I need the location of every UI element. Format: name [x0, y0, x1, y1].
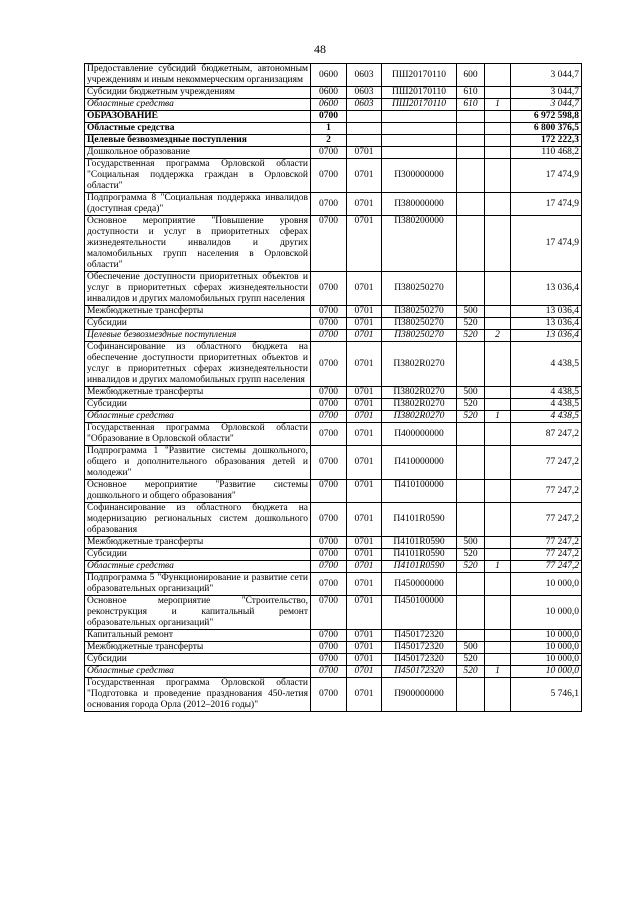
- row-section-code: 0700: [311, 318, 347, 330]
- row-target-article: П410000000: [382, 446, 457, 480]
- row-expense-type: 500: [457, 387, 485, 399]
- row-name: Капитальный ремонт: [85, 630, 311, 642]
- row-name: Государственная программа Орловской области "Образование в Орловской области": [85, 423, 311, 446]
- table-row: [85, 654, 582, 666]
- row-section-code: 0700: [311, 654, 347, 666]
- row-section-code: 0700: [311, 573, 347, 596]
- row-name: Областные средства: [85, 666, 311, 678]
- row-funding-source: [485, 387, 511, 399]
- table-row: [85, 318, 582, 330]
- table-row: [85, 573, 582, 596]
- row-section-code: 0700: [311, 147, 347, 159]
- row-subsection-code: 0701: [347, 537, 382, 549]
- row-section-code: 0700: [311, 630, 347, 642]
- row-amount: 3 044,7: [511, 64, 582, 87]
- row-amount: 10 000,0: [511, 573, 582, 596]
- row-funding-source: [485, 147, 511, 159]
- row-name: Подпрограмма 1 "Развитие системы дошкольного, общего и дополнительного образования детей и молодежи": [85, 446, 311, 480]
- row-target-article: П450000000: [382, 573, 457, 596]
- row-section-code: 0700: [311, 561, 347, 573]
- row-subsection-code: 0603: [347, 64, 382, 87]
- row-subsection-code: [347, 111, 382, 123]
- row-section-code: 0700: [311, 306, 347, 318]
- row-expense-type: [457, 159, 485, 193]
- row-funding-source: 1: [485, 666, 511, 678]
- row-section-code: 1: [311, 123, 347, 135]
- row-expense-type: [457, 446, 485, 480]
- row-expense-type: 500: [457, 642, 485, 654]
- row-amount: 10 000,0: [511, 630, 582, 642]
- row-subsection-code: 0701: [347, 411, 382, 423]
- row-amount: 87 247,2: [511, 423, 582, 446]
- row-target-article: П410100000: [382, 480, 457, 503]
- row-amount: 13 036,4: [511, 330, 582, 342]
- table-row: [85, 147, 582, 159]
- table-row: [85, 111, 582, 123]
- row-funding-source: [485, 123, 511, 135]
- row-expense-type: 520: [457, 330, 485, 342]
- row-target-article: П400000000: [382, 423, 457, 446]
- row-expense-type: [457, 480, 485, 503]
- row-name: Межбюджетные трансферты: [85, 387, 311, 399]
- row-funding-source: [485, 630, 511, 642]
- table-row: [85, 630, 582, 642]
- row-amount: 77 247,2: [511, 480, 582, 503]
- table-row: [85, 678, 582, 712]
- row-section-code: 0700: [311, 159, 347, 193]
- row-amount: 10 000,0: [511, 642, 582, 654]
- table-row: [85, 99, 582, 111]
- row-amount: 13 036,4: [511, 318, 582, 330]
- row-expense-type: [457, 147, 485, 159]
- row-amount: 6 800 376,5: [511, 123, 582, 135]
- row-subsection-code: 0701: [347, 159, 382, 193]
- row-name: ОБРАЗОВАНИЕ: [85, 111, 311, 123]
- row-section-code: 0700: [311, 446, 347, 480]
- row-amount: 6 972 598,8: [511, 111, 582, 123]
- row-section-code: 0700: [311, 387, 347, 399]
- row-amount: 4 438,5: [511, 411, 582, 423]
- row-target-article: П3802R0270: [382, 411, 457, 423]
- row-amount: 172 222,3: [511, 135, 582, 147]
- row-expense-type: [457, 216, 485, 272]
- row-subsection-code: 0701: [347, 654, 382, 666]
- row-expense-type: [457, 596, 485, 630]
- row-subsection-code: 0701: [347, 330, 382, 342]
- table-row: [85, 193, 582, 216]
- row-amount: 4 438,5: [511, 342, 582, 387]
- row-name: Межбюджетные трансферты: [85, 642, 311, 654]
- row-target-article: ПШ20170110: [382, 99, 457, 111]
- row-section-code: 0700: [311, 111, 347, 123]
- row-section-code: 0600: [311, 87, 347, 99]
- row-subsection-code: 0603: [347, 87, 382, 99]
- table-row: [85, 537, 582, 549]
- row-subsection-code: 0701: [347, 480, 382, 503]
- row-target-article: П450172320: [382, 666, 457, 678]
- row-name: Обеспечение доступности приоритетных объектов и услуг в приоритетных сферах жизнедеятельности инвалидов и других маломобильных групп населения: [85, 272, 311, 306]
- row-subsection-code: 0701: [347, 549, 382, 561]
- row-funding-source: [485, 446, 511, 480]
- row-section-code: 0700: [311, 642, 347, 654]
- row-target-article: [382, 111, 457, 123]
- row-amount: 3 044,7: [511, 87, 582, 99]
- row-subsection-code: [347, 123, 382, 135]
- row-amount: 5 746,1: [511, 678, 582, 712]
- row-amount: 110 468,2: [511, 147, 582, 159]
- row-expense-type: [457, 135, 485, 147]
- row-expense-type: [457, 678, 485, 712]
- row-amount: 13 036,4: [511, 272, 582, 306]
- row-funding-source: 1: [485, 561, 511, 573]
- row-target-article: П380250270: [382, 330, 457, 342]
- table-row: [85, 446, 582, 480]
- table-row: [85, 135, 582, 147]
- row-name: Субсидии: [85, 318, 311, 330]
- table-row: [85, 64, 582, 87]
- row-name: Подпрограмма 5 "Функционирование и развитие сети образовательных организаций": [85, 573, 311, 596]
- row-name: Межбюджетные трансферты: [85, 306, 311, 318]
- row-name: Целевые безвозмездные поступления: [85, 330, 311, 342]
- row-expense-type: 520: [457, 549, 485, 561]
- row-name: Субсидии: [85, 549, 311, 561]
- row-funding-source: [485, 216, 511, 272]
- row-target-article: П4101R0590: [382, 537, 457, 549]
- row-subsection-code: 0701: [347, 446, 382, 480]
- row-funding-source: [485, 87, 511, 99]
- row-expense-type: 600: [457, 64, 485, 87]
- row-expense-type: 500: [457, 306, 485, 318]
- row-amount: 77 247,2: [511, 537, 582, 549]
- row-funding-source: [485, 537, 511, 549]
- row-funding-source: [485, 549, 511, 561]
- row-section-code: 0600: [311, 99, 347, 111]
- row-funding-source: [485, 654, 511, 666]
- row-funding-source: [485, 503, 511, 537]
- row-expense-type: 520: [457, 654, 485, 666]
- table-row: [85, 411, 582, 423]
- row-amount: 10 000,0: [511, 596, 582, 630]
- row-target-article: П380250270: [382, 318, 457, 330]
- row-section-code: 0700: [311, 216, 347, 272]
- table-row: [85, 666, 582, 678]
- row-funding-source: [485, 135, 511, 147]
- row-amount: 77 247,2: [511, 503, 582, 537]
- row-amount: 77 247,2: [511, 561, 582, 573]
- row-target-article: [382, 123, 457, 135]
- row-funding-source: [485, 306, 511, 318]
- row-section-code: 0700: [311, 272, 347, 306]
- row-name: Областные средства: [85, 123, 311, 135]
- row-subsection-code: 0701: [347, 193, 382, 216]
- row-subsection-code: 0701: [347, 503, 382, 537]
- budget-table: [84, 63, 582, 712]
- row-funding-source: [485, 64, 511, 87]
- row-target-article: П380000000: [382, 193, 457, 216]
- row-section-code: 0700: [311, 342, 347, 387]
- row-funding-source: [485, 399, 511, 411]
- row-amount: 13 036,4: [511, 306, 582, 318]
- row-expense-type: [457, 503, 485, 537]
- table-row: [85, 503, 582, 537]
- row-expense-type: [457, 423, 485, 446]
- row-subsection-code: 0603: [347, 99, 382, 111]
- row-section-code: 0700: [311, 678, 347, 712]
- table-row: [85, 642, 582, 654]
- row-target-article: П900000000: [382, 678, 457, 712]
- row-funding-source: [485, 159, 511, 193]
- table-row: [85, 596, 582, 630]
- row-target-article: П380250270: [382, 306, 457, 318]
- row-subsection-code: 0701: [347, 272, 382, 306]
- row-target-article: [382, 135, 457, 147]
- row-funding-source: [485, 480, 511, 503]
- row-funding-source: 2: [485, 330, 511, 342]
- row-section-code: 0700: [311, 503, 347, 537]
- row-funding-source: [485, 423, 511, 446]
- row-subsection-code: 0701: [347, 678, 382, 712]
- row-section-code: 0700: [311, 330, 347, 342]
- row-funding-source: [485, 318, 511, 330]
- table-row: [85, 423, 582, 446]
- row-subsection-code: 0701: [347, 306, 382, 318]
- row-name: Областные средства: [85, 561, 311, 573]
- table-row: [85, 272, 582, 306]
- row-target-article: П3802R0270: [382, 342, 457, 387]
- row-funding-source: 1: [485, 411, 511, 423]
- row-amount: 10 000,0: [511, 654, 582, 666]
- row-expense-type: 520: [457, 561, 485, 573]
- page-number: 48: [314, 42, 326, 56]
- row-name: Основное мероприятие "Развитие системы дошкольного и общего образования": [85, 480, 311, 503]
- table-row: [85, 306, 582, 318]
- row-target-article: ПШ20170110: [382, 87, 457, 99]
- row-target-article: [382, 147, 457, 159]
- row-target-article: П3802R0270: [382, 387, 457, 399]
- row-subsection-code: 0701: [347, 318, 382, 330]
- row-expense-type: [457, 630, 485, 642]
- table-row: [85, 561, 582, 573]
- row-expense-type: [457, 573, 485, 596]
- row-expense-type: 610: [457, 87, 485, 99]
- table-row: [85, 159, 582, 193]
- row-target-article: П4101R0590: [382, 561, 457, 573]
- row-expense-type: 520: [457, 399, 485, 411]
- row-section-code: 0700: [311, 399, 347, 411]
- row-name: Основное мероприятие "Строительство, реконструкция и капитальный ремонт образовательных организаций": [85, 596, 311, 630]
- row-funding-source: [485, 573, 511, 596]
- row-name: Государственная программа Орловской области "Социальная поддержка граждан в Орловской области": [85, 159, 311, 193]
- row-amount: 77 247,2: [511, 446, 582, 480]
- row-expense-type: [457, 123, 485, 135]
- row-section-code: 0700: [311, 193, 347, 216]
- row-funding-source: [485, 272, 511, 306]
- row-name: Государственная программа Орловской области "Подготовка и проведение празднования 450-летия основания города Орла (2012–2016 годы)": [85, 678, 311, 712]
- row-funding-source: [485, 642, 511, 654]
- row-expense-type: [457, 272, 485, 306]
- row-amount: 3 044,7: [511, 99, 582, 111]
- row-subsection-code: 0701: [347, 642, 382, 654]
- row-subsection-code: 0701: [347, 573, 382, 596]
- row-subsection-code: 0701: [347, 561, 382, 573]
- row-name: Субсидии: [85, 654, 311, 666]
- row-section-code: 0700: [311, 537, 347, 549]
- row-name: Субсидии бюджетным учреждениям: [85, 87, 311, 99]
- row-name: Целевые безвозмездные поступления: [85, 135, 311, 147]
- row-section-code: 0700: [311, 549, 347, 561]
- row-name: Софинансирование из областного бюджета на обеспечение доступности приоритетных объектов и услуг в приоритетных сферах жизнедеятельности инвалидов и других маломобильных групп населения: [85, 342, 311, 387]
- row-section-code: 0700: [311, 411, 347, 423]
- row-name: Дошкольное образование: [85, 147, 311, 159]
- table-row: [85, 123, 582, 135]
- table-row: [85, 549, 582, 561]
- row-target-article: ПШ20170110: [382, 64, 457, 87]
- row-expense-type: 500: [457, 537, 485, 549]
- row-amount: 4 438,5: [511, 399, 582, 411]
- row-amount: 17 474,9: [511, 193, 582, 216]
- row-target-article: П450100000: [382, 596, 457, 630]
- row-target-article: П4101R0590: [382, 549, 457, 561]
- row-name: Областные средства: [85, 411, 311, 423]
- row-target-article: П300000000: [382, 159, 457, 193]
- row-amount: 17 474,9: [511, 216, 582, 272]
- row-expense-type: [457, 111, 485, 123]
- row-funding-source: [485, 678, 511, 712]
- row-section-code: 2: [311, 135, 347, 147]
- row-funding-source: [485, 111, 511, 123]
- row-subsection-code: 0701: [347, 596, 382, 630]
- row-subsection-code: 0701: [347, 342, 382, 387]
- row-target-article: П380200000: [382, 216, 457, 272]
- row-subsection-code: 0701: [347, 147, 382, 159]
- table-row: [85, 216, 582, 272]
- table-row: [85, 387, 582, 399]
- row-target-article: П450172320: [382, 630, 457, 642]
- table-row: [85, 330, 582, 342]
- row-target-article: П450172320: [382, 654, 457, 666]
- row-name: Межбюджетные трансферты: [85, 537, 311, 549]
- row-subsection-code: 0701: [347, 423, 382, 446]
- row-section-code: 0600: [311, 64, 347, 87]
- row-subsection-code: [347, 135, 382, 147]
- row-target-article: П3802R0270: [382, 399, 457, 411]
- row-name: Субсидии: [85, 399, 311, 411]
- row-amount: 10 000,0: [511, 666, 582, 678]
- row-subsection-code: 0701: [347, 216, 382, 272]
- table-row: [85, 399, 582, 411]
- row-expense-type: 610: [457, 99, 485, 111]
- row-subsection-code: 0701: [347, 387, 382, 399]
- row-expense-type: 520: [457, 318, 485, 330]
- table-row: [85, 342, 582, 387]
- row-target-article: П4101R0590: [382, 503, 457, 537]
- row-section-code: 0700: [311, 423, 347, 446]
- row-target-article: П450172320: [382, 642, 457, 654]
- row-funding-source: [485, 193, 511, 216]
- row-amount: 17 474,9: [511, 159, 582, 193]
- row-section-code: 0700: [311, 480, 347, 503]
- row-name: Подпрограмма 8 "Социальная поддержка инвалидов (доступная среда)": [85, 193, 311, 216]
- row-funding-source: 1: [485, 99, 511, 111]
- table-row: [85, 87, 582, 99]
- row-expense-type: [457, 193, 485, 216]
- row-funding-source: [485, 342, 511, 387]
- row-expense-type: 520: [457, 411, 485, 423]
- row-subsection-code: 0701: [347, 399, 382, 411]
- row-subsection-code: 0701: [347, 630, 382, 642]
- row-section-code: 0700: [311, 666, 347, 678]
- row-name: Предоставление субсидий бюджетным, автономным учреждениям и иным некоммерческим организациям: [85, 64, 311, 87]
- row-expense-type: 520: [457, 666, 485, 678]
- row-name: Софинансирование из областного бюджета на модернизацию региональных систем дошкольного образования: [85, 503, 311, 537]
- table-row: [85, 480, 582, 503]
- row-amount: 4 438,5: [511, 387, 582, 399]
- row-name: Областные средства: [85, 99, 311, 111]
- row-name: Основное мероприятие "Повышение уровня доступности и услуг в приоритетных сферах жизнедеятельности инвалидов и других маломобильных групп населения в Орловской области": [85, 216, 311, 272]
- row-expense-type: [457, 342, 485, 387]
- row-target-article: П380250270: [382, 272, 457, 306]
- row-subsection-code: 0701: [347, 666, 382, 678]
- row-amount: 77 247,2: [511, 549, 582, 561]
- row-section-code: 0700: [311, 596, 347, 630]
- row-funding-source: [485, 596, 511, 630]
